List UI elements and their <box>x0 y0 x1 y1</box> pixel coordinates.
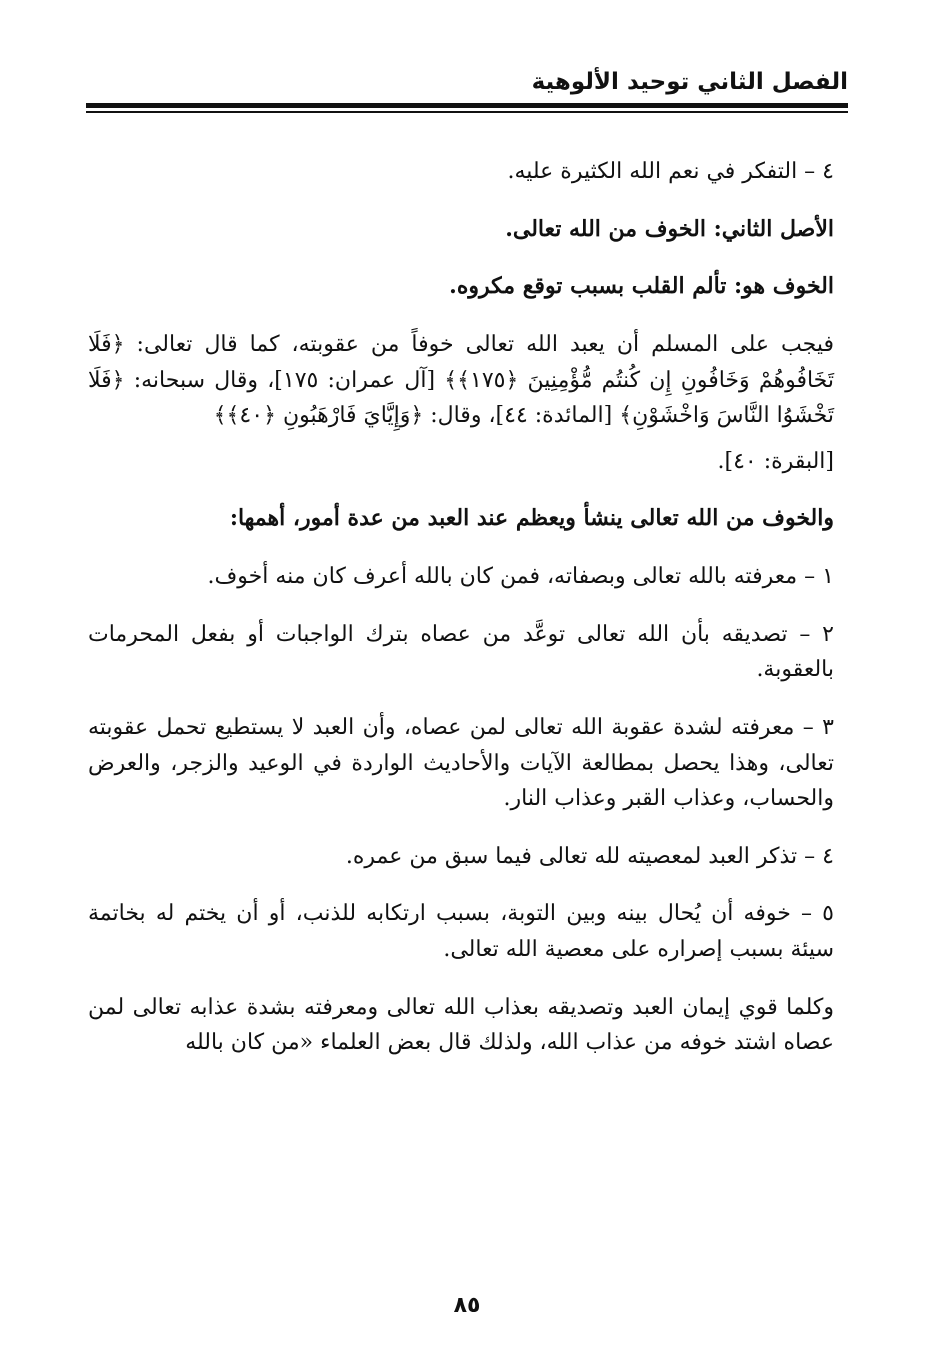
header-rule-thick <box>86 103 848 108</box>
paragraph-point-4-reflection: ٤ – التفكر في نعم الله الكثيرة عليه. <box>507 159 834 184</box>
definition-fear: الخوف هو: تألم القلب بسبب توقع مكروه. <box>449 273 834 300</box>
page-body <box>88 154 834 1083</box>
list-item-3: ٣ – معرفته لشدة عقوبة الله تعالى لمن عصاه، وأن العبد لا يستطيع تحمل عقوبته تعالى، وهذا يحصل بمطالعة الآيات والأحاديث الواردة في الوعيد والزجر، والعرض والحساب، وعذاب القبر وعذاب النار. <box>88 714 834 812</box>
quran-reference: [البقرة: ٤٠]. <box>717 448 834 474</box>
paragraph-conclusion: وكلما قوي إيمان العبد وتصديقه بعذاب الله تعالى ومعرفته بشدة عذابه تعالى لمن عصاه اشتد خوفه من عذاب الله، ولذلك قال بعض العلماء «من كان بالله <box>88 994 834 1056</box>
header-rule-thin <box>86 111 848 113</box>
paragraph-quran-evidence: فيجب على المسلم أن يعبد الله تعالى خوفاً من عقوبته، كما قال تعالى: ﴿فَلَا تَخَافُوهُمْ وَخَافُونِ إِن كُنتُم مُّؤْمِنِينَ ﴿١٧٥﴾﴾ [آل عمران: ١٧٥]، وقال سبحانه: ﴿فَلَا تَخْشَوُا النَّاسَ وَاخْشَوْنِ﴾ [المائدة: ٤٤]، وقال: ﴿وَإِيَّايَ فَارْهَبُونِ ﴿٤٠﴾﴾ <box>88 331 834 429</box>
section-heading-fear: الأصل الثاني: الخوف من الله تعالى. <box>505 215 834 242</box>
list-item-1: ١ – معرفته بالله تعالى وبصفاته، فمن كان بالله أعرف كان منه أخوف. <box>207 564 834 589</box>
running-header: الفصل الثاني توحيد الألوهية <box>531 69 848 95</box>
list-item-2: ٢ – تصديقه بأن الله تعالى توعَّد من عصاه بترك الواجبات أو بفعل المحرمات بالعقوبة. <box>88 621 834 683</box>
list-item-5: ٥ – خوفه أن يُحال بينه وبين التوبة، بسبب ارتكابه للذنب، أو أن يختم له بخاتمة سيئة بسبب إصراره على معصية الله تعالى. <box>88 901 834 962</box>
page-number: ٨٥ <box>453 1293 481 1318</box>
list-item-4: ٤ – تذكر العبد لمعصيته لله تعالى فيما سبق من عمره. <box>345 843 834 869</box>
paragraph-causes-intro: والخوف من الله تعالى ينشأ ويعظم عند العبد من عدة أمور، أهمها: <box>229 505 834 532</box>
